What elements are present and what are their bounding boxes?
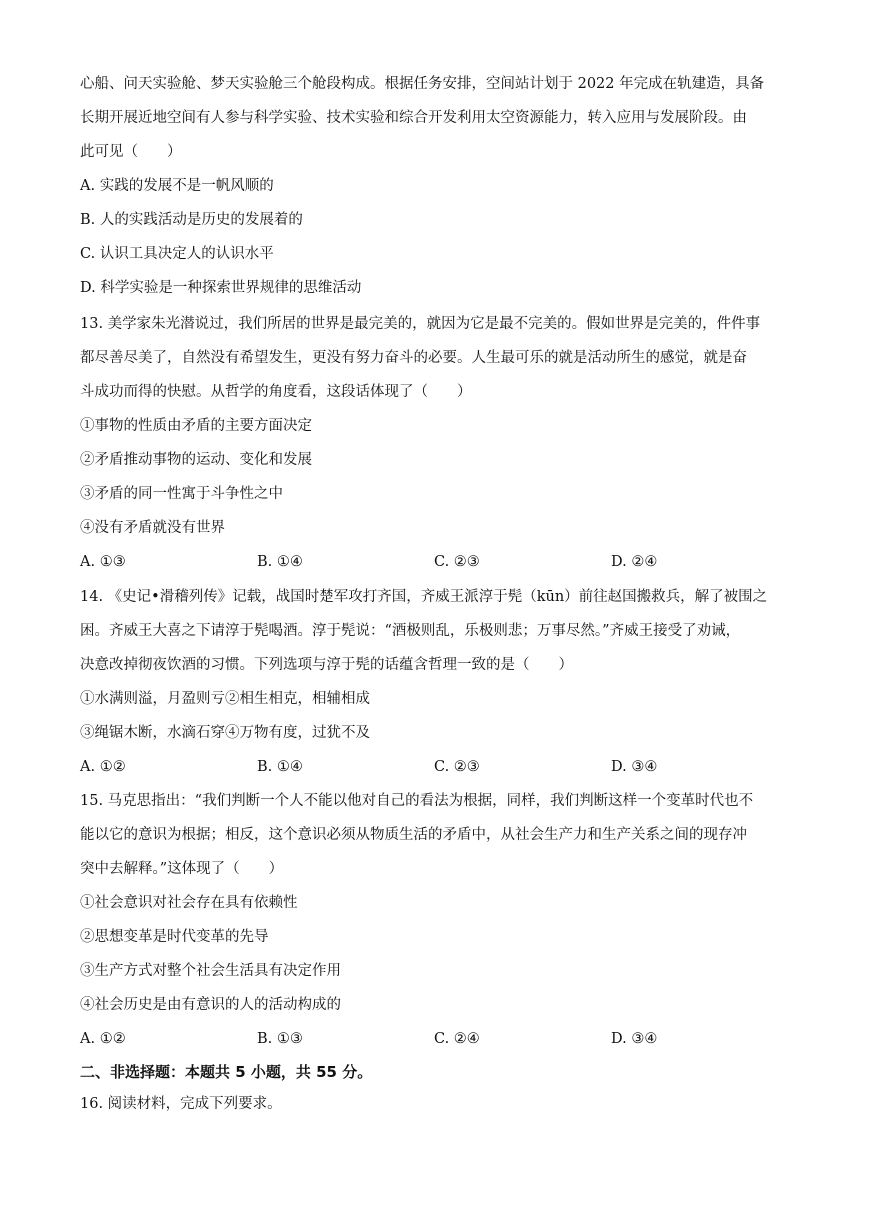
q15-item: ④社会历史是由有意识的人的活动构成的 bbox=[80, 997, 341, 1013]
q14-choice-a: A. ①② bbox=[80, 759, 126, 775]
q15-stem-line: 能以它的意识为根据；相反，这个意识必须从物质生活的矛盾中，从社会生产力和生产关系之间的现存冲 bbox=[80, 827, 747, 843]
q12-option-c: C. 认识工具决定人的认识水平 bbox=[80, 246, 274, 262]
q14-stem-line: 困。齐威王大喜之下请淳于髡喝酒。淳于髡说：“酒极则乱，乐极则悲；万事尽然。”齐威王接受了劝诫， bbox=[80, 623, 741, 639]
q14-stem-line: 14. 《史记•滑稽列传》记载，战国时楚军攻打齐国，齐威王派淳于髡（kūn）前往赵国搬救兵，解了被围之 bbox=[80, 589, 768, 605]
q13-stem-line: 都尽善尽美了，自然没有希望发生，更没有努力奋斗的必要。人生最可乐的就是活动所生的感觉，就是奋 bbox=[80, 350, 747, 366]
q13-item: ④没有矛盾就没有世界 bbox=[80, 520, 225, 536]
q15-choice-c: C. ②④ bbox=[434, 1031, 480, 1047]
q15-item: ②思想变革是时代变革的先导 bbox=[80, 929, 269, 945]
q16-stem-line: 16. 阅读材料，完成下列要求。 bbox=[80, 1096, 282, 1112]
q13-stem-line: 斗成功而得的快慰。从哲学的角度看，这段话体现了（ ） bbox=[80, 384, 472, 400]
q14-choice-d: D. ③④ bbox=[611, 759, 658, 775]
q14-item: ①水满则溢，月盈则亏②相生相克，相辅相成 bbox=[80, 691, 370, 707]
section-heading: 二、非选择题：本题共 5 小题，共 55 分。 bbox=[80, 1063, 373, 1081]
q15-choice-a: A. ①② bbox=[80, 1031, 126, 1047]
q12-stem-line: 长期开展近地空间有人参与科学实验、技术实验和综合开发利用太空资源能力，转入应用与发展阶段。由 bbox=[80, 110, 747, 126]
q15-choices bbox=[80, 1029, 792, 1049]
q12-stem-line: 心船、问天实验舱、梦天实验舱三个舱段构成。根据任务安排，空间站计划于 2022 年完成在轨建造，具备 bbox=[80, 76, 765, 92]
q14-stem-line: 决意改掉彻夜饮酒的习惯。下列选项与淳于髡的话蕴含哲理一致的是（ ） bbox=[80, 657, 573, 673]
q14-choice-c: C. ②③ bbox=[434, 759, 480, 775]
q15-choice-d: D. ③④ bbox=[611, 1031, 658, 1047]
q12-option-b: B. 人的实践活动是历史的发展着的 bbox=[80, 212, 303, 228]
q13-choice-a: A. ①③ bbox=[80, 554, 126, 570]
q13-item: ③矛盾的同一性寓于斗争性之中 bbox=[80, 486, 283, 502]
q13-choice-c: C. ②③ bbox=[434, 554, 480, 570]
q12-option-a: A. 实践的发展不是一帆风顺的 bbox=[80, 178, 274, 194]
q13-item: ①事物的性质由矛盾的主要方面决定 bbox=[80, 418, 312, 434]
q13-choices bbox=[80, 552, 792, 572]
q14-item: ③绳锯木断，水滴石穿④万物有度，过犹不及 bbox=[80, 725, 370, 741]
q15-stem-line: 突中去解释。”这体现了（ ） bbox=[80, 861, 284, 877]
q13-choice-d: D. ②④ bbox=[611, 554, 658, 570]
q15-choice-b: B. ①③ bbox=[257, 1031, 303, 1047]
q15-item: ③生产方式对整个社会生活具有决定作用 bbox=[80, 963, 341, 979]
q13-stem-line: 13. 美学家朱光潜说过，我们所居的世界是最完美的，就因为它是最不完美的。假如世界是完美的，件件事 bbox=[80, 316, 761, 332]
q13-item: ②矛盾推动事物的运动、变化和发展 bbox=[80, 452, 312, 468]
q12-stem-line: 此可见（ ） bbox=[80, 144, 182, 160]
q12-option-d: D. 科学实验是一种探索世界规律的思维活动 bbox=[80, 280, 362, 296]
q14-choices bbox=[80, 757, 792, 777]
q15-item: ①社会意识对社会存在具有依赖性 bbox=[80, 895, 298, 911]
q15-stem-line: 15. 马克思指出：“我们判断一个人不能以他对自己的看法为根据，同样，我们判断这样一个变革时代也不 bbox=[80, 793, 754, 809]
q14-choice-b: B. ①④ bbox=[257, 759, 303, 775]
q13-choice-b: B. ①④ bbox=[257, 554, 303, 570]
